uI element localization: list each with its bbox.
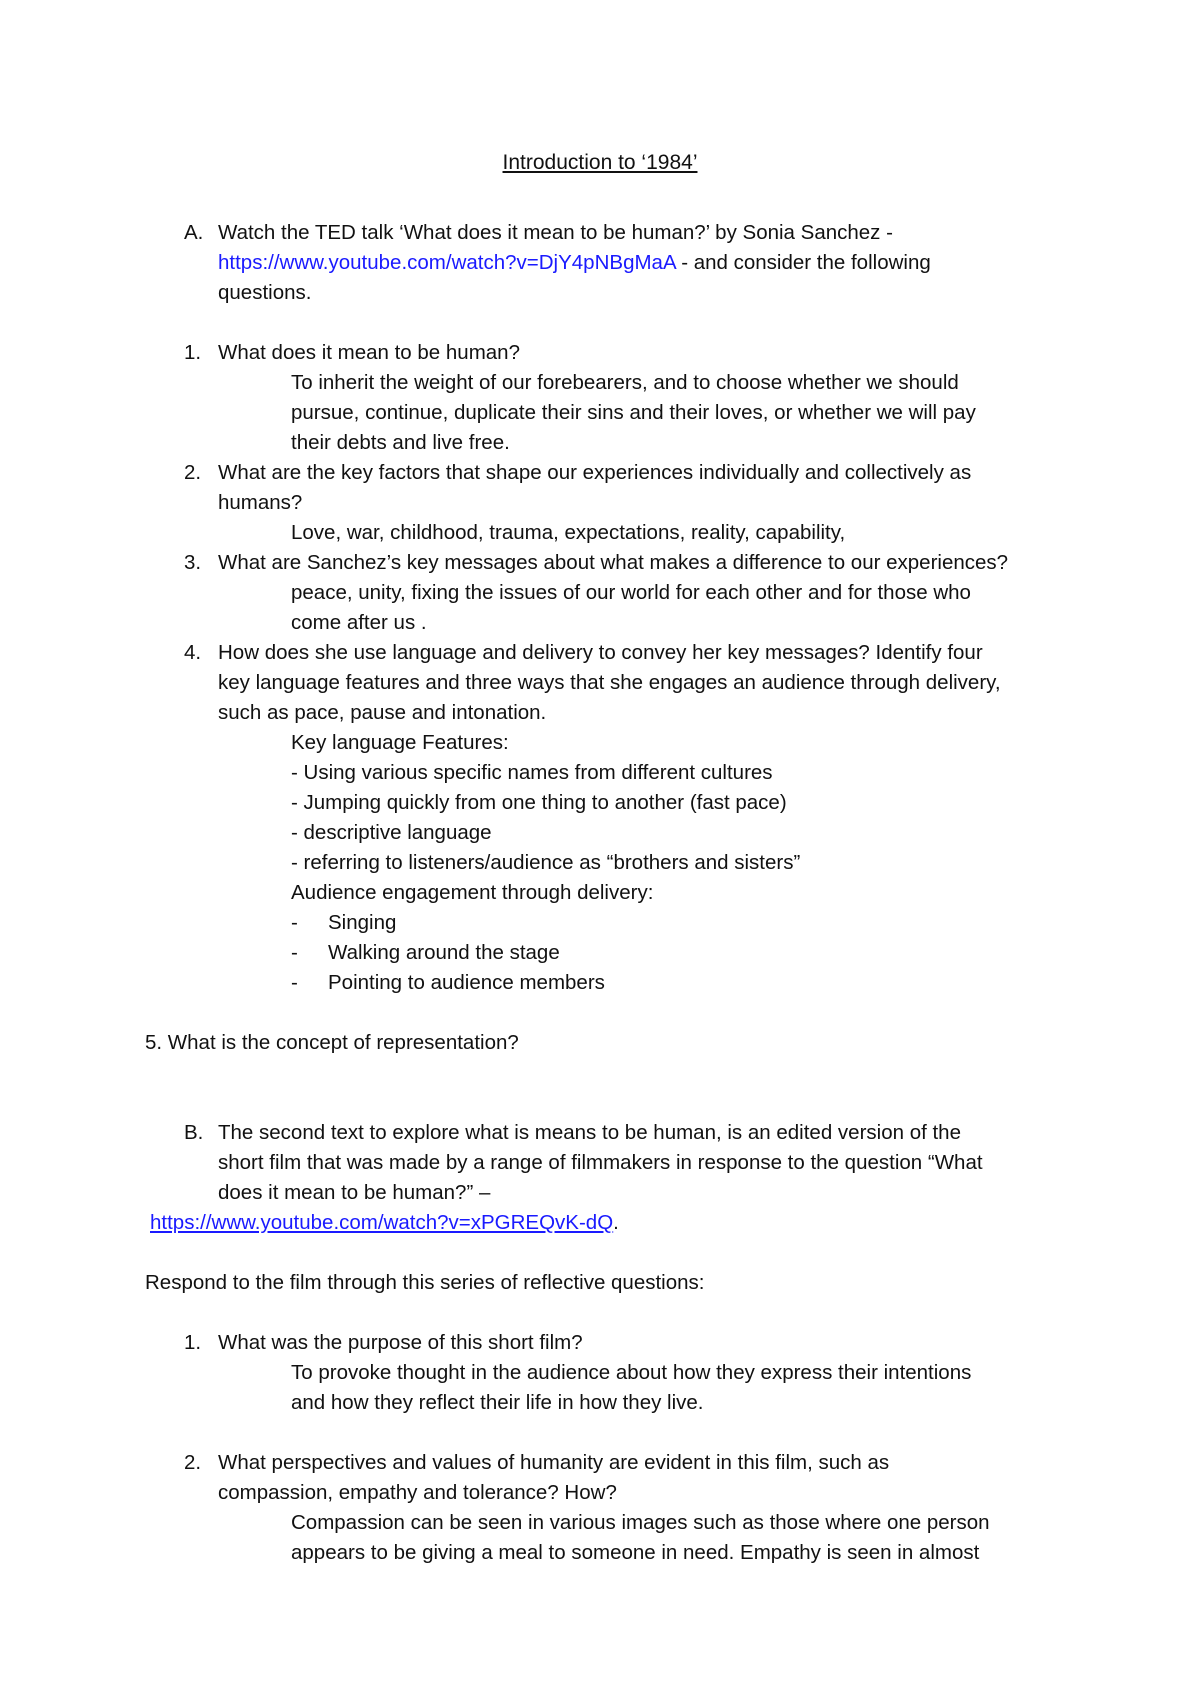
answer-line: their debts and live free. <box>291 431 510 454</box>
question-line: key language features and three ways that she engages an audience through delivery, <box>218 671 1001 694</box>
question-line: How does she use language and delivery to convey her key messages? Identify four <box>218 641 983 664</box>
film-question-1-text: What was the purpose of this short film? <box>218 1331 583 1354</box>
question-2-text <box>218 458 1058 518</box>
delivery-item: Walking around the stage <box>328 941 560 964</box>
question-2-number: 2. <box>184 461 202 484</box>
film-link[interactable]: https://www.youtube.com/watch?v=xPGREQvK-dQ <box>150 1211 614 1234</box>
question-line: What perspectives and values of humanity are evident in this film, such as <box>218 1451 890 1474</box>
section-a-marker: A. <box>184 221 204 244</box>
question-4-text <box>218 638 1058 728</box>
film-question-2-answer <box>291 1508 1058 1568</box>
question-line: such as pace, pause and intonation. <box>218 701 547 724</box>
answer-line: peace, unity, fixing the issues of our world for each other and for those who <box>291 581 971 604</box>
section-b-line: short film that was made by a range of filmmakers in response to the question “What <box>218 1151 983 1174</box>
dash-bullet: - <box>291 941 298 964</box>
question-line: humans? <box>218 491 303 514</box>
dash-bullet: - <box>291 971 298 994</box>
question-1-number: 1. <box>184 341 202 364</box>
feature-item: - Using various specific names from different cultures <box>291 761 773 784</box>
delivery-item: Singing <box>328 911 397 934</box>
film-question-1-number: 1. <box>184 1331 202 1354</box>
film-link-line <box>150 1208 619 1238</box>
film-question-2-number: 2. <box>184 1451 202 1474</box>
question-4-number: 4. <box>184 641 202 664</box>
question-3-answer <box>291 578 1058 638</box>
section-a-link-line <box>218 248 1058 278</box>
delivery-item: Pointing to audience members <box>328 971 605 994</box>
question-1-answer <box>291 368 1058 458</box>
section-b-line: does it mean to be human?” – <box>218 1181 491 1204</box>
ted-talk-link[interactable]: https://www.youtube.com/watch?v=DjY4pNBgMaA <box>218 251 676 274</box>
answer-line: pursue, continue, duplicate their sins and their loves, or whether we will pay <box>291 401 976 424</box>
film-question-1-answer <box>291 1358 1058 1418</box>
feature-item: - Jumping quickly from one thing to another (fast pace) <box>291 791 787 814</box>
answer-line: and how they reflect their life in how they live. <box>291 1391 704 1414</box>
question-2-answer: Love, war, childhood, trauma, expectations, reality, capability, <box>291 521 846 544</box>
feature-item: - referring to listeners/audience as “brothers and sisters” <box>291 851 801 874</box>
answer-line: To inherit the weight of our forebearers, and to choose whether we should <box>291 371 959 394</box>
question-line: What are the key factors that shape our experiences individually and collectively as <box>218 461 972 484</box>
dash-bullet: - <box>291 911 298 934</box>
answer-line: Compassion can be seen in various images such as those where one person <box>291 1511 990 1534</box>
film-question-2-text <box>218 1448 1058 1508</box>
section-b-text <box>218 1118 1058 1208</box>
question-3-text: What are Sanchez’s key messages about what makes a difference to our experiences? <box>218 551 1009 574</box>
section-a-intro <box>218 218 1058 308</box>
answer-line: To provoke thought in the audience about how they express their intentions <box>291 1361 972 1384</box>
film-link-suffix: . <box>613 1211 619 1234</box>
section-a-link-suffix: - and consider the following <box>675 251 931 274</box>
question-1-text: What does it mean to be human? <box>218 341 520 364</box>
question-3-number: 3. <box>184 551 202 574</box>
respond-instruction: Respond to the film through this series of reflective questions: <box>145 1271 705 1294</box>
features-heading: Key language Features: <box>291 731 509 754</box>
feature-item: - descriptive language <box>291 821 492 844</box>
page-title: Introduction to ‘1984’ <box>502 151 698 174</box>
language-features <box>291 728 1058 908</box>
delivery-heading: Audience engagement through delivery: <box>291 881 654 904</box>
section-a-intro-end: questions. <box>218 281 312 304</box>
question-5-text: 5. What is the concept of representation? <box>145 1031 519 1054</box>
question-line: compassion, empathy and tolerance? How? <box>218 1481 617 1504</box>
answer-line: appears to be giving a meal to someone in need. Empathy is seen in almost <box>291 1541 980 1564</box>
answer-line: come after us . <box>291 611 427 634</box>
section-b-line: The second text to explore what is means to be human, is an edited version of the <box>218 1121 961 1144</box>
section-a-intro-line: Watch the TED talk ‘What does it mean to be human?’ by Sonia Sanchez - <box>218 221 893 244</box>
section-b-marker: B. <box>184 1121 204 1144</box>
